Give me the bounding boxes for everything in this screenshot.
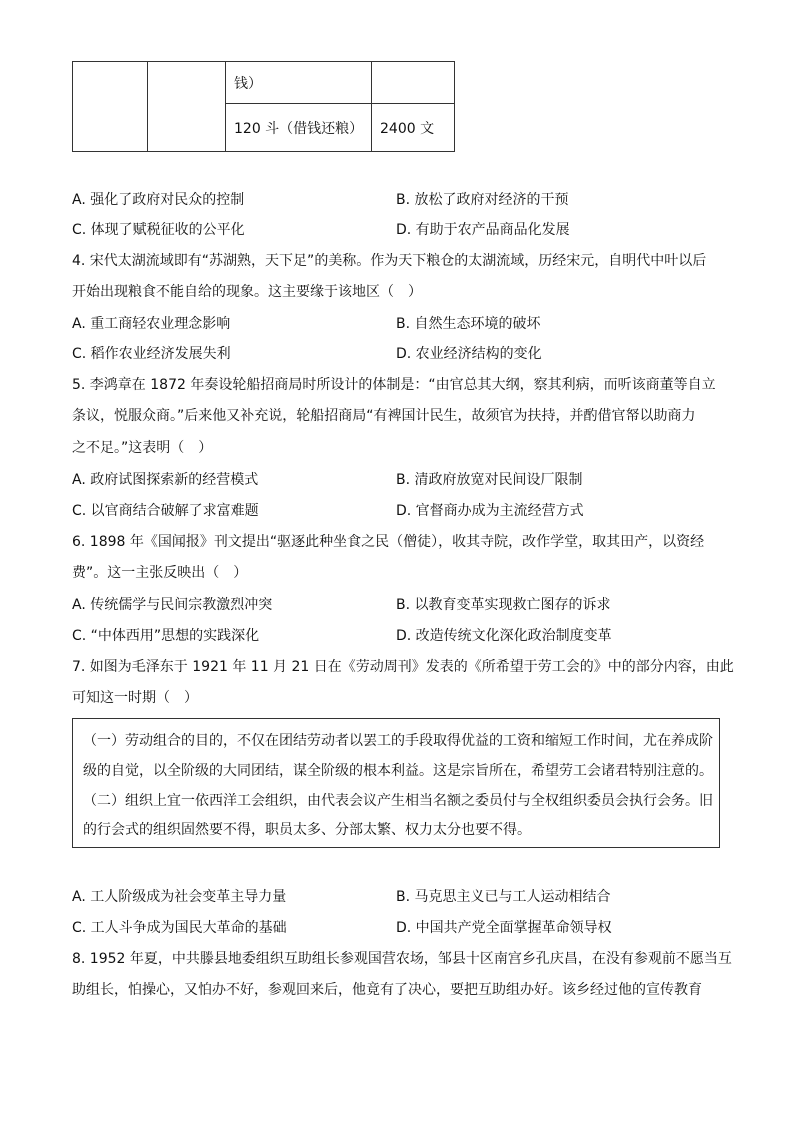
q6-stem-line: 费”。这一主张反映出（ ） (72, 565, 248, 581)
q4-option-a: A. 重工商轻农业理念影响 (72, 316, 231, 332)
q6-option-d: D. 改造传统文化深化政治制度变革 (396, 628, 612, 644)
q4-stem-line: 4. 宋代太湖流域即有“苏湖熟，天下足”的美称。作为天下粮仓的太湖流域，历经宋元，自明代中叶以后 (72, 253, 707, 269)
table-cell (372, 62, 455, 104)
quote-line: 级的自觉，以全阶级的大同团结，谋全阶级的根本利益。这是宗旨所在，希望劳工会诸君特别注意的。 (83, 763, 713, 779)
q8-stem-line: 8. 1952 年夏，中共滕县地委组织互助组长参观国营农场，邹县十区南宫乡孔庆昌，在没有参观前不愿当互 (72, 951, 732, 967)
q6-option-c: C. “中体西用”思想的实践深化 (72, 628, 260, 644)
q5-stem-line: 条议，悦服众商。”后来他又补充说，轮船招商局“有裨国计民生，故须官为扶持，并酌借官帑以助商力 (72, 408, 696, 424)
table-row (73, 62, 455, 104)
q3-option-c: C. 体现了赋税征收的公平化 (72, 222, 245, 238)
q5-option-c: C. 以官商结合破解了求富难题 (72, 503, 259, 519)
q7-option-d: D. 中国共产党全面掌握革命领导权 (396, 920, 612, 936)
q7-stem-line: 可知这一时期（ ） (72, 690, 198, 706)
q7-quote-box (72, 718, 720, 848)
q3-option-d: D. 有助于农产品商品化发展 (396, 222, 570, 238)
q5-stem-line: 5. 李鸿章在 1872 年奏设轮船招商局时所设计的体制是：“由官总其大纲，察其利病，而听该商董等自立 (72, 377, 716, 393)
q5-stem-line: 之不足。”这表明（ ） (72, 440, 213, 456)
q7-option-b: B. 马克思主义已与工人运动相结合 (396, 889, 611, 905)
table-cell (73, 62, 148, 152)
table-cell: 120 斗（借钱还粮） (226, 104, 372, 152)
q4-option-d: D. 农业经济结构的变化 (396, 346, 542, 362)
q3-option-b: B. 放松了政府对经济的干预 (396, 192, 569, 208)
q5-option-d: D. 官督商办成为主流经营方式 (396, 503, 584, 519)
table-cell: 钱） (226, 62, 372, 104)
q7-option-a: A. 工人阶级成为社会变革主导力量 (72, 889, 287, 905)
q6-option-a: A. 传统儒学与民间宗教激烈冲突 (72, 597, 273, 613)
continuation-table (72, 61, 455, 152)
table-cell: 2400 文 (372, 104, 455, 152)
quote-line: 的行会式的组织固然要不得，职员太多、分部太繁、权力太分也要不得。 (83, 822, 531, 838)
q3-option-a: A. 强化了政府对民众的控制 (72, 192, 245, 208)
q5-option-b: B. 清政府放宽对民间设厂限制 (396, 472, 583, 488)
q4-option-c: C. 稻作农业经济发展失利 (72, 346, 231, 362)
q4-option-b: B. 自然生态环境的破坏 (396, 316, 541, 332)
q4-stem-line: 开始出现粮食不能自给的现象。这主要缘于该地区（ ） (72, 284, 422, 300)
quote-line: （一）劳动组合的目的，不仅在团结劳动者以罢工的手段取得优益的工资和缩短工作时间，尤在养成阶 (83, 733, 713, 749)
q7-stem-line: 7. 如图为毛泽东于 1921 年 11 月 21 日在《劳动周刊》发表的《所希望于劳工会的》中的部分内容，由此 (72, 659, 734, 675)
quote-line: （二）组织上宜一依西洋工会组织，由代表会议产生相当名额之委员付与全权组织委员会执行会务。旧 (83, 793, 713, 809)
q6-stem-line: 6. 1898 年《国闻报》刊文提出“驱逐此种坐食之民（僧徒），收其寺院，改作学堂，取其田产，以资经 (72, 534, 705, 550)
q7-option-c: C. 工人斗争成为国民大革命的基础 (72, 920, 287, 936)
q6-option-b: B. 以教育变革实现救亡图存的诉求 (396, 597, 611, 613)
q5-option-a: A. 政府试图探索新的经营模式 (72, 472, 259, 488)
q8-stem-line: 助组长，怕操心，又怕办不好，参观回来后，他竟有了决心，要把互助组办好。该乡经过他的宣传教育 (72, 982, 702, 998)
table-cell (148, 62, 226, 152)
